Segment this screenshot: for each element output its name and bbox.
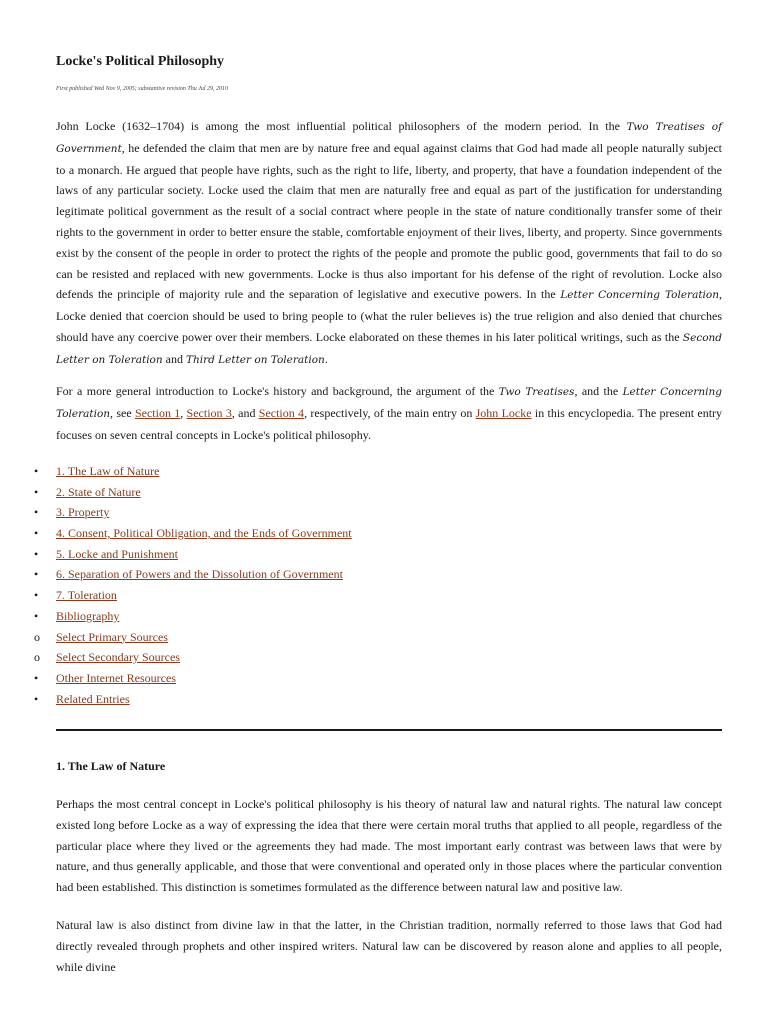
toc-link-state-of-nature[interactable]: 2. State of Nature [56, 484, 141, 499]
general-text: in this encyclopedia. The present entry focuses on seven central concepts in Locke's political philosophy. [56, 405, 723, 442]
bullet: o [34, 629, 40, 644]
toc-item [34, 585, 352, 606]
intro-text: . [324, 351, 328, 366]
bullet: • [34, 464, 39, 478]
bullet: • [34, 484, 39, 499]
toc-link-toleration[interactable]: 7. Toleration [56, 588, 117, 603]
general-text: For a more general introduction to Locke's history and background, the argument of the [56, 384, 499, 398]
intro-text: , he defended the claim that men are by nature free and equal against claims that God had made all people naturally subject to a monarch. He argued that people have rights, such as the right to life, liberty, and property, that have a foundation independent of the laws of any particular society. Locke used the claim that men are naturally free and equal as part of the justification for understanding legitimate political government as the result of a social contract where people in the state of nature conditionally transfer some of their rights to the government in order to better ensure the stable, comfortable enjoyment of their lives, liberty, and property. Since governments exist by the consent of the people in order to protect the rights of the people and promote the public good, governments that fail to do so can be resisted and replaced with new governments. Locke is thus also important for his defense of the right of revolution. Locke also defends the principle of majority rule and the separation of legislative and executive powers. In the [56, 140, 722, 302]
general-text: , and the [574, 384, 623, 398]
general-text: , [180, 405, 187, 420]
section-divider [56, 729, 722, 731]
toc-item [34, 689, 352, 710]
general-text: , respectively, of the main entry on [304, 405, 476, 420]
intro-title-third-letter: Third Letter on Toleration [185, 353, 325, 366]
toc-link-separation-of-powers[interactable]: 6. Separation of Powers and the Dissolution of Government [56, 567, 343, 582]
toc-item [34, 461, 352, 482]
bullet: o [34, 650, 40, 665]
toc-item [34, 544, 352, 565]
toc-item [34, 606, 352, 627]
publication-date: First published Wed Nov 9, 2005; substantive revision Thu Jul 29, 2010 [56, 86, 229, 92]
section-1-paragraph-2: Natural law is also distinct from divine law in that the latter, in the Christian tradition, normally referred to those laws that God had directly revealed through prophets and other inspired writers. Natural law can be discovered by reason alone and applies to all people, while divine [56, 918, 722, 974]
toc-link-law-of-nature[interactable]: 1. The Law of Nature [56, 464, 160, 478]
intro-text: , Locke denied that coercion should be used to bring people to (what the ruler believes is) the true religion and also denied that churches should have any coercive power over their members. Locke elaborated on these themes in his later political writings, such as the [56, 287, 722, 344]
toc-item [34, 502, 352, 523]
page-title: Locke's Political Philosophy [56, 54, 225, 69]
toc-link-related-entries[interactable]: Related Entries [56, 691, 130, 706]
toc-link-bibliography[interactable]: Bibliography [56, 608, 120, 623]
section-1-paragraph-1: Perhaps the most central concept in Locke's political philosophy is his theory of natural law and natural rights. The natural law concept existed long before Locke as a way of expressing the idea that there were certain moral truths that applied to all people, regardless of the particular place where they lived or the agreements they had made. The most important early contrast was between laws that were by nature, and thus generally applicable, and those that were conventional and operated only in those places where the particular convention had been established. This distinction is sometimes formulated as the difference between natural law and positive law. [56, 797, 722, 895]
toc-link-punishment[interactable]: 5. Locke and Punishment [56, 546, 178, 561]
bullet: • [34, 691, 39, 706]
toc-item [34, 627, 352, 648]
toc-link-internet-resources[interactable]: Other Internet Resources [56, 670, 176, 685]
intro-text: and [162, 351, 186, 366]
toc-item [34, 523, 352, 544]
toc-item [34, 564, 352, 585]
toc-link-secondary-sources[interactable]: Select Secondary Sources [56, 650, 180, 665]
bullet: • [34, 608, 39, 623]
bullet: • [34, 588, 39, 603]
general-text: , see [110, 405, 135, 420]
toc-item [34, 647, 352, 668]
general-intro-paragraph [56, 381, 722, 445]
toc-item [34, 668, 352, 689]
intro-text: John Locke (1632–1704) is among the most influential political philosophers of the modern period. In the [56, 119, 627, 133]
bullet: • [34, 670, 39, 685]
intro-title-letter: Letter Concerning Toleration [560, 289, 719, 302]
toc-link-property[interactable]: 3. Property [56, 505, 110, 520]
bullet: • [34, 505, 39, 520]
toc-link-primary-sources[interactable]: Select Primary Sources [56, 629, 168, 644]
bullet: • [34, 567, 39, 582]
intro-title-two-treatises: Two Treatises of Government [56, 121, 722, 155]
bullet: • [34, 526, 39, 541]
general-title-two-treatises: Two Treatises [498, 386, 575, 398]
section-heading-law-of-nature: 1. The Law of Nature [56, 759, 166, 773]
section-4-link[interactable]: Section 4 [258, 405, 305, 420]
bullet: • [34, 546, 39, 561]
toc-item [34, 482, 352, 503]
section-1-link[interactable]: Section 1 [134, 405, 181, 420]
section-3-link[interactable]: Section 3 [186, 405, 232, 420]
intro-paragraph [56, 116, 722, 371]
general-title-letter: Letter Concerning Toleration [56, 386, 722, 420]
toc-link-consent[interactable]: 4. Consent, Political Obligation, and the Ends of Government [56, 526, 352, 541]
john-locke-link[interactable]: John Locke [475, 405, 532, 420]
intro-title-second-letter: Second Letter on Toleration [56, 331, 722, 366]
table-of-contents [34, 461, 352, 709]
general-text: , and [231, 405, 259, 420]
